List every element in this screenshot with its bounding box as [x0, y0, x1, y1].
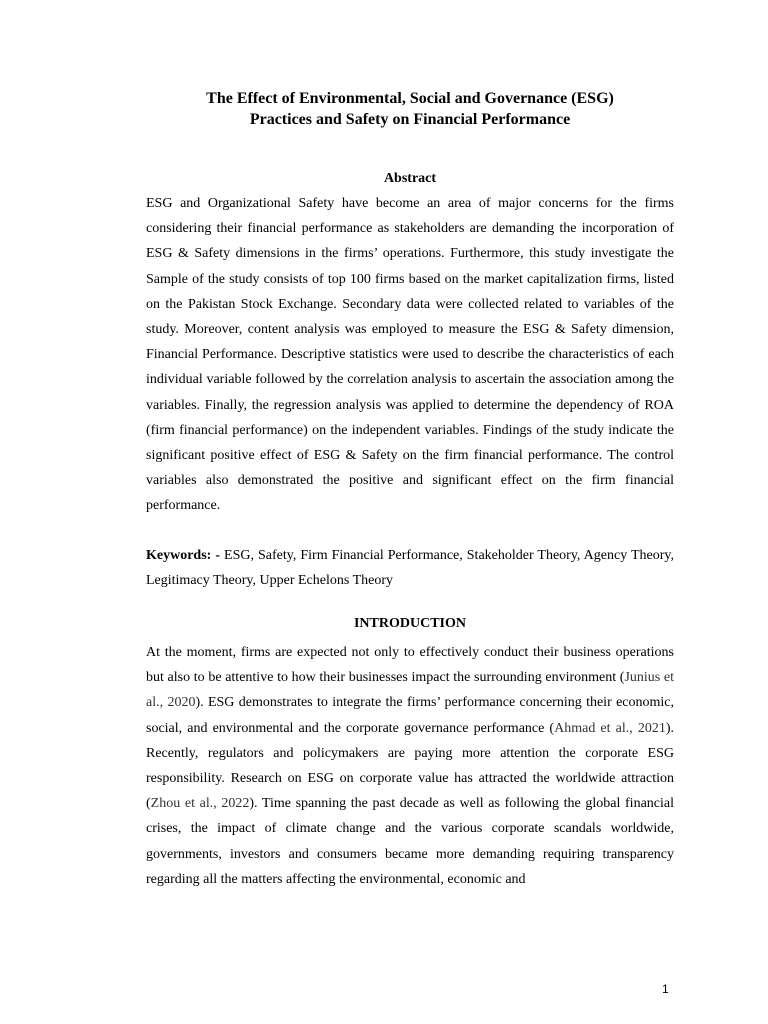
intro-text-1: At the moment, firms are expected not only to effectively conduct their business operations but also to be attentive to how their businesses impact the surrounding environment ( [146, 645, 674, 686]
keywords-label: Keywords: - [146, 548, 221, 563]
intro-text-2: ). ESG demonstrates to integrate the firms’ performance concerning their economic, social, and environmental and the corporate governance performance ( [146, 695, 674, 736]
abstract-body: ESG and Organizational Safety have become an area of major concerns for the firms considering their financial performance as stakeholders are demanding the incorporation of ESG & Safety dimensions in the firms’ operations. Furthermore, this study investigate the Sample of the study consists of top 100 firms based on the market capitalization firms, listed on the Pakistan Stock Exchange. Secondary data were collected related to variables of the study. Moreover, content analysis was employed to measure the ESG & Safety dimension, Financial Performance. Descriptive statistics were used to describe the characteristics of each individual variable followed by the correlation analysis to ascertain the association among the variables. Finally, the regression analysis was applied to determine the dependency of ROA (firm financial performance) on the independent variables. Findings of the study indicate the significant positive effect of ESG & Safety on the firm financial performance. The control variables also demonstrated the positive and significant effect on the firm financial performance. [146, 196, 674, 514]
paper-title [146, 88, 674, 130]
citation-ahmad: Ahmad et al., 2021 [554, 720, 666, 736]
paper-title-line-1: The Effect of Environmental, Social and Governance (ESG) [206, 90, 614, 107]
intro-text-3: ). Recently, regulators and policymakers are paying more attention the corporate ESG responsibility. Research on ESG on corporate value has attracted the worldwide attraction ( [146, 720, 674, 812]
citation-junius: Junius et al., 2020 [146, 670, 675, 711]
keywords-list: ESG, Safety, Firm Financial Performance, Stakeholder Theory, Agency Theory, Legitimacy Theory, Upper Echelons Theory [146, 548, 674, 589]
abstract-heading: Abstract [383, 171, 437, 186]
keywords-paragraph [146, 543, 674, 593]
citation-zhou: Zhou et al., 2022 [150, 796, 250, 812]
introduction-body [146, 640, 674, 892]
introduction-heading: INTRODUCTION [353, 616, 466, 631]
paper-title-line-2: Practices and Safety on Financial Performance [249, 111, 571, 128]
intro-text-4: ). Time spanning the past decade as well as following the global financial crises, the impact of climate change and the various corporate scandals worldwide, governments, investors and consumers became more demanding requiring transparency regarding all the matters affecting the environmental, economic and [146, 796, 674, 887]
page-number: 1 [662, 982, 669, 996]
